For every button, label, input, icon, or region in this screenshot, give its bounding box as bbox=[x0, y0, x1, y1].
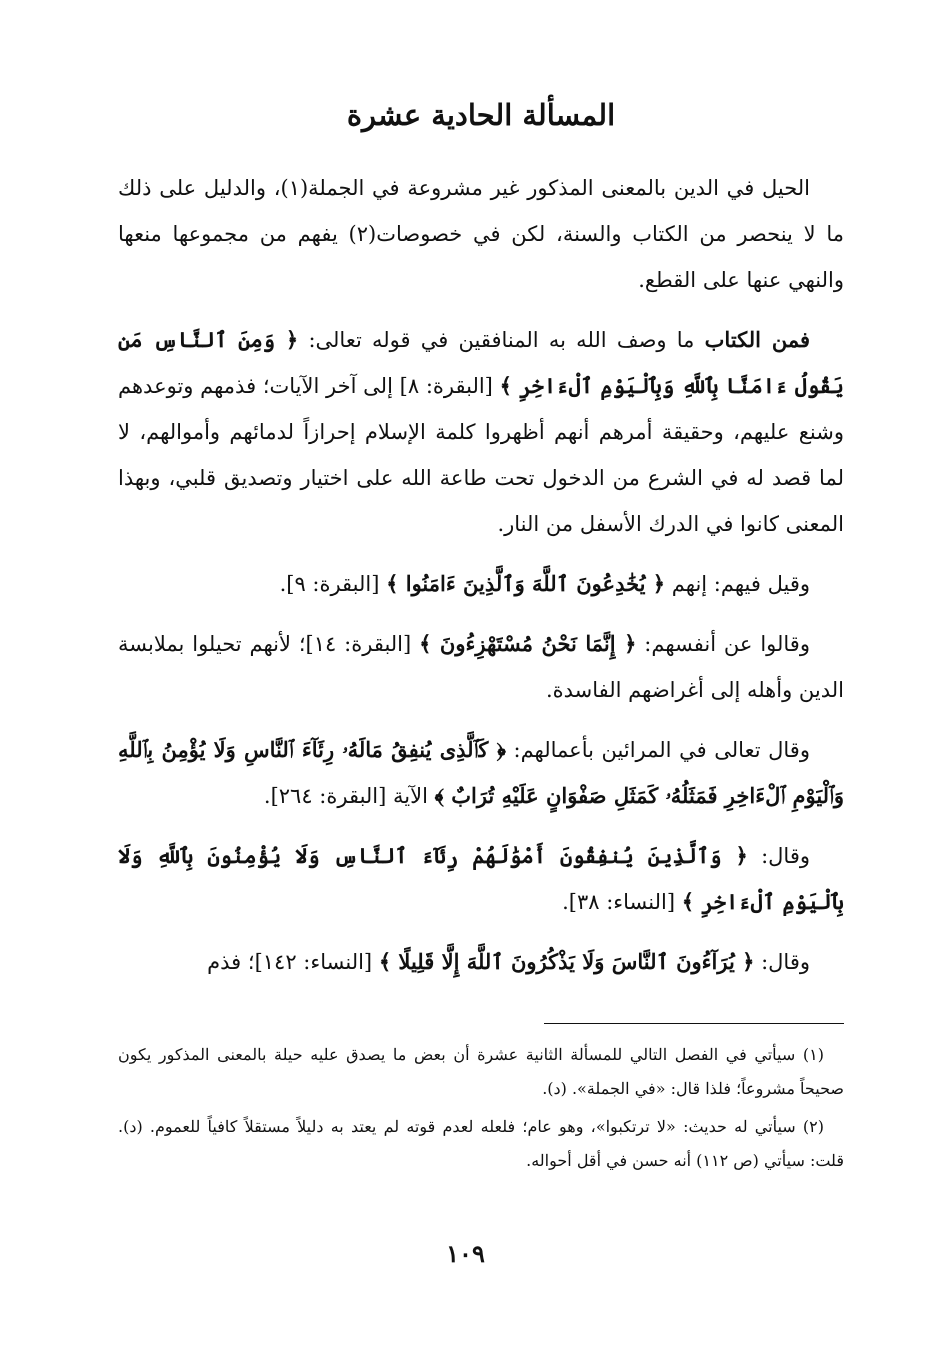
paragraph-2 bbox=[118, 317, 844, 547]
paragraph-2-lead: فمن الكتاب bbox=[704, 327, 811, 352]
paragraph-3 bbox=[118, 561, 844, 607]
footnote-divider bbox=[544, 1023, 844, 1024]
footnote-2: (٢) سيأتي له حديث: «لا ترتكبوا»، وهو عام؛ فلعله لعدم قوته لم يعتد به دليلاً مستقلاً كافياً للعموم. (د). قلت: سيأتي (ص ١١٢) أنه حسن في أقل أحواله. bbox=[118, 1117, 844, 1170]
paragraph-5-rest: الآية [البقرة: ٢٦٤]. bbox=[263, 784, 435, 808]
footnotes bbox=[118, 1038, 844, 1182]
quran-verse: ﴿ وَٱلَّذِينَ يُنفِقُونَ أَمْوَٰلَهُمْ رِئَآءَ ٱلنَّاسِ وَلَا يُؤْمِنُونَ بِٱللَّهِ وَلَا بِٱلْيَوْمِ ٱلْءَاخِرِ ﴾ bbox=[118, 843, 844, 914]
page-number: ١٠٩ bbox=[446, 1239, 485, 1268]
paragraph-6 bbox=[118, 833, 844, 925]
paragraph-5 bbox=[118, 727, 844, 819]
quran-verse: ﴿ إِنَّمَا نَحْنُ مُسْتَهْزِءُونَ ﴾ bbox=[419, 631, 637, 656]
paragraph-3-rest: [البقرة: ٩]. bbox=[279, 572, 387, 596]
footnote-1: (١) سيأتي في الفصل التالي للمسألة الثانية عشرة أن بعض ما يصدق عليه حيلة بالمعنى المذكور يكون صحيحاً مشروعاً؛ فلذا قال: «في الجملة». (د). bbox=[118, 1045, 844, 1098]
paragraph-7-intro: وقال: bbox=[754, 950, 810, 974]
quran-verse: ﴿ يُرَآءُونَ ٱلنَّاسَ وَلَا يَذْكُرُونَ ٱللَّهَ إِلَّا قَلِيلًا ﴾ bbox=[378, 949, 755, 974]
page-body bbox=[118, 95, 844, 999]
paragraph-4-rest: [البقرة: ١٤]؛ لأنهم تحيلوا بملابسة الدين وأهله إلى أغراضهم الفاسدة. bbox=[118, 632, 844, 702]
paragraph-7-rest: [النساء: ١٤٢]؛ فذم bbox=[207, 950, 379, 974]
quran-verse: ﴿ كَٱلَّذِى يُنفِقُ مَالَهُۥ رِئَآءَ ٱلنَّاسِ وَلَا يُؤْمِنُ بِٱللَّهِ وَٱلْيَوْمِ ٱلْءَاخِرِ فَمَثَلُهُۥ كَمَثَلِ صَفْوَانٍ عَلَيْهِ تُرَابٌ ﴾ bbox=[118, 737, 844, 808]
paragraph-1 bbox=[118, 165, 844, 303]
quran-verse: ﴿ وَمِنَ ٱلنَّاسِ مَن يَقُولُ ءَامَنَّا بِٱللَّهِ وَبِٱلْيَوْمِ ٱلْءَاخِرِ ﴾ bbox=[118, 327, 844, 398]
paragraph-2-rest: [البقرة: ٨] إلى آخر الآيات؛ فذمهم وتوعدهم وشنع عليهم، وحقيقة أمرهم أنهم أظهروا كلمة الإسلام إحرازاً لدمائهم وأموالهم، لا لما قصد له في الشرع من الدخول تحت طاعة الله على اختيار وتصديق قلبي، وبهذا المعنى كانوا في الدرك الأسفل من النار. bbox=[118, 374, 844, 536]
paragraph-2-intro: ما وصف الله به المنافقين في قوله تعالى: bbox=[298, 328, 705, 352]
quran-verse: ﴿ يُخَٰدِعُونَ ٱللَّهَ وَٱلَّذِينَ ءَامَنُوا ﴾ bbox=[386, 571, 666, 596]
paragraph-6-intro: وقال: bbox=[747, 844, 810, 868]
section-title: المسألة الحادية عشرة bbox=[346, 98, 616, 132]
paragraph-7 bbox=[118, 939, 844, 985]
paragraph-1-text: الحيل في الدين بالمعنى المذكور غير مشروعة في الجملة(١)، والدليل على ذلك ما لا ينحصر من الكتاب والسنة، لكن في خصوصات(٢) يفهم من مجموعها منعها والنهي عنها على القطع. bbox=[118, 176, 844, 292]
paragraph-3-intro: وقيل فيهم: إنهم bbox=[665, 572, 810, 596]
paragraph-4 bbox=[118, 621, 844, 713]
paragraph-5-intro: وقال تعالى في المرائين بأعمالهم: bbox=[505, 738, 810, 762]
paragraph-6-rest: [النساء: ٣٨]. bbox=[562, 890, 682, 914]
paragraph-4-intro: وقالوا عن أنفسهم: bbox=[636, 632, 810, 656]
